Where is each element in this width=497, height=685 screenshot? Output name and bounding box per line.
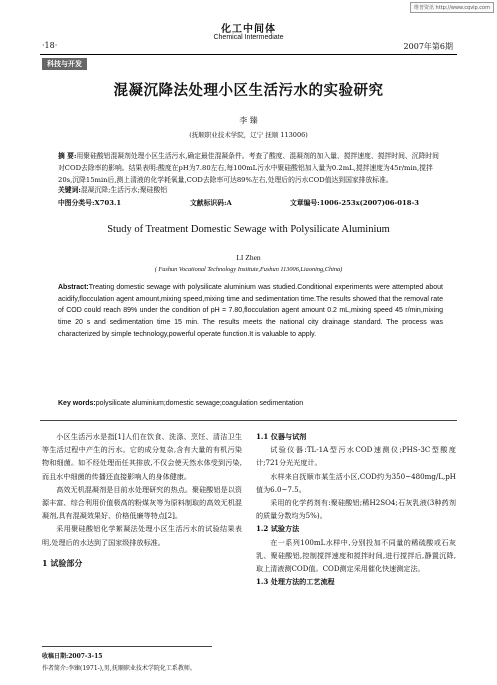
journal-title-en: Chemical Intermediate: [213, 34, 284, 41]
watermark: 维普资讯 http://www.cqvip.com: [410, 2, 494, 13]
document-code: 文献标识码:A: [190, 199, 232, 207]
intro-paragraph-2: 高效无机混凝剂是目前水处理研究的热点。聚硅酸铝是以资源丰富、综合利用价值极高的粉煤灰等为原料制取的高效无机混凝剂,具有混凝效果好、价格低廉等特点[2]。: [42, 484, 242, 521]
reagents-paragraph: 采用的化学药剂有:聚硅酸铝;稀H2SO4;石灰乳液(3种药剂的质量分数均为5%)。: [256, 498, 456, 521]
english-keywords-text: polysilicate aluminium;domestic sewage;coagulation sedimentation: [95, 400, 304, 407]
abstract-label: 摘 要:: [58, 152, 77, 160]
keywords-cn: [58, 184, 443, 196]
english-abstract: [58, 282, 443, 341]
received-date: 收稿日期:2007-3-15: [42, 653, 103, 660]
intro-paragraph-1: 小区生活污水是指[1]人们在饮食、洗涤、烹饪、清洁卫生等生活过程中产生的污水。它的成分复杂,含有大量的有机污染物和细菌。如不经处理而任其排放,不仅会使天然水体受到污染,而且水中细菌的传播还直接影响人的身体健康。: [42, 432, 242, 481]
section-heading-1: 1 试验部分: [42, 557, 83, 568]
author: 李 臻: [239, 116, 258, 125]
left-column: [42, 430, 242, 570]
author-note: 作者简介:李臻(1971-),男,抚顺职业技术学院化工系教师。: [42, 665, 196, 672]
article-number: 文章编号:1006-253x(2007)06-018-3: [290, 199, 420, 207]
intro-paragraph-3: 采用聚硅酸铝化学絮凝法处理小区生活污水的试验结果表明,处理后的水达到了国家级排放标准。: [42, 524, 242, 547]
keywords-text: 混凝沉降;生活污水;聚硅酸铝: [80, 186, 168, 194]
english-title: Study of Treatment Domestic Sewage with Polysilicate Aluminium: [107, 224, 390, 235]
subsection-heading-1-2: 1.2 试验方法: [256, 524, 300, 534]
subsection-heading-1-3: 1.3 处理方法的工艺流程: [256, 577, 335, 587]
english-keywords: [58, 400, 443, 407]
paper-title: 混凝沉降法处理小区生活污水的实验研究: [113, 82, 384, 99]
clc-number: 中图分类号:X703.1: [58, 199, 122, 207]
english-author: LI Zhen: [236, 253, 261, 262]
sample-paragraph: 水样来自抚顺市某生活小区,COD约为350~480mg/L,pH值为6.0~7.5。: [256, 471, 456, 494]
english-abstract-label: Abstract:: [58, 284, 89, 291]
keywords-label: 关键词:: [58, 186, 81, 194]
section-rule: [40, 420, 457, 421]
english-abstract-text: Treating domestic sewage with polysilicate aluminium was studied.Conditional experiments were attempted about acidify,flocculation agent amount,mixing speed,mixing time and sedimentation time.The results showed that the removal rate of COD could reach 89% under the condition of pH = 7.80,flocculation agent amount 0.2 mL,mixing speed 45 r/min,mixing time 20 s and sedimentation time 15 min. The results meets the national city drainage standard. The process was characterized by simple technology,powerful operate function.It is valuable to apply.: [58, 284, 443, 338]
footnote-rule: [42, 646, 212, 647]
instruments-paragraph: 试验仪器:TL-1A型污水COD速测仪;PHS-3C型酸度计;721分光光度计。: [256, 445, 456, 468]
section-tag: 科技与开发: [42, 58, 87, 70]
journal-title-cn: 化工中间体: [221, 24, 276, 35]
english-affiliation: ( Fushun Vocational Technology Institute,Fushun 113006,Liaoning,China): [154, 266, 343, 273]
issue-label: 2007年第6期: [403, 42, 453, 51]
english-keywords-label: Key words:: [58, 400, 96, 407]
right-column: [256, 430, 456, 588]
method-paragraph: 在一系列100mL水样中,分别投加不同量的稀硫酸或石灰乳、聚硅酸铝,控制搅拌速度和搅拌时间,进行搅拌后,静置沉降,取上清液测COD值。COD测定采用催化快速测定法。: [256, 537, 456, 574]
header-rule: [40, 54, 457, 55]
abstract-text: 用聚硅酸铝混凝剂处理小区生活污水,确定最佳混凝条件。考查了酸度、混凝剂的加入量、搅拌速度、搅拌时间、沉降时间对COD去除率的影响。结果表明:酸度在pH为7.80左右,每100mL污水中聚硅酸铝加入量为0.2mL,搅拌速度为45r/min,搅拌20s,沉降15min后,测上清液的化学耗氧量,COD去除率可达89%左右,处理后的污水COD值达到国家排放标准。: [58, 152, 439, 184]
subsection-heading-1-1: 1.1 仪器与试剂: [256, 432, 307, 441]
affiliation: (抚顺职业技术学院，辽宁 抚顺 113006): [189, 131, 308, 139]
page-number: ·18·: [42, 41, 58, 50]
abstract-cn: [58, 150, 443, 186]
